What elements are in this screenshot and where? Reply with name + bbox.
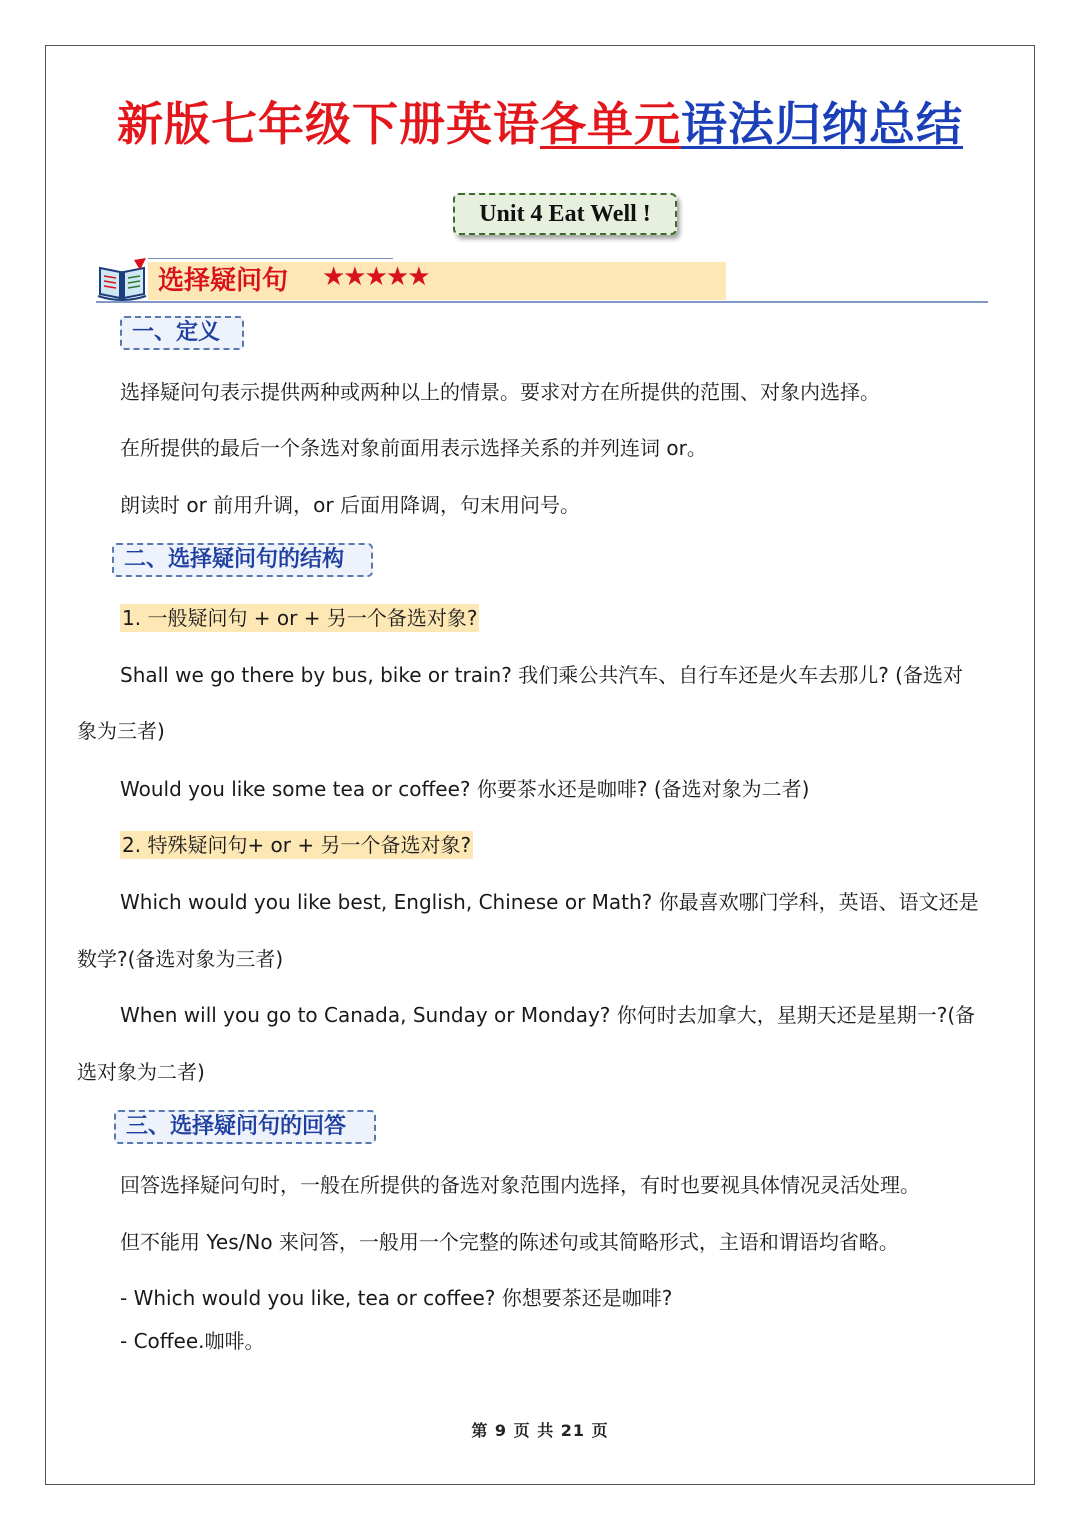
- structure-rule-1-text: 1. 一般疑问句 + or + 另一个备选对象?: [122, 606, 478, 630]
- dialog-line-1: - Which would you like, tea or coffee? 你想要茶还是咖啡?: [120, 1286, 673, 1310]
- answer-line-2: 但不能用 Yes/No 来问答，一般用一个完整的陈述句或其简略形式，主语和谓语均省略。: [120, 1230, 899, 1254]
- section-title: 选择疑问句: [158, 266, 289, 296]
- definition-line-3: 朗读时 or 前用升调，or 后面用降调，句末用问号。: [120, 493, 580, 517]
- subheading-definition: 一、定义: [120, 316, 244, 350]
- definition-line-2: 在所提供的最后一个条选对象前面用表示选择关系的并列连词 or。: [120, 436, 707, 460]
- title-part-2: 各单元: [540, 97, 681, 151]
- example-4-line-2: 选对象为二者): [77, 1060, 205, 1084]
- subheading-structure: 二、选择疑问句的结构: [112, 543, 373, 577]
- title-part-3: 语法归纳总结: [681, 97, 963, 151]
- section-header-underline: [96, 301, 988, 303]
- page-footer: 第 9 页 共 21 页: [471, 1421, 609, 1440]
- rating-stars: ★★★★★: [322, 262, 429, 292]
- definition-line-1: 选择疑问句表示提供两种或两种以上的情景。要求对方在所提供的范围、对象内选择。: [120, 380, 880, 404]
- answer-line-1: 回答选择疑问句时，一般在所提供的备选对象范围内选择，有时也要视具体情况灵活处理。: [120, 1173, 920, 1197]
- dialog-line-2: - Coffee.咖啡。: [120, 1329, 265, 1353]
- example-1-line-2: 象为三者): [77, 719, 165, 743]
- structure-rule-1: [120, 604, 479, 632]
- subheading-answer: 三、选择疑问句的回答: [114, 1110, 376, 1144]
- page-title: [0, 88, 1080, 154]
- structure-rule-2-text: 2. 特殊疑问句+ or + 另一个备选对象?: [122, 833, 472, 857]
- title-part-1: 新版七年级下册英语: [117, 97, 540, 151]
- example-4-line-1: When will you go to Canada, Sunday or Monday? 你何时去加拿大，星期天还是星期一?(备: [120, 1003, 976, 1027]
- section-header-rule: [148, 258, 393, 259]
- structure-rule-2: [120, 831, 473, 859]
- example-3-line-2: 数学?(备选对象为三者): [77, 947, 284, 971]
- unit-label: Unit 4 Eat Well !: [453, 193, 677, 235]
- example-2: Would you like some tea or coffee? 你要茶水还是咖啡? (备选对象为二者): [120, 777, 810, 801]
- example-1-line-1: Shall we go there by bus, bike or train? 我们乘公共汽车、自行车还是火车去那儿? (备选对: [120, 663, 963, 687]
- section-header: [96, 256, 988, 304]
- book-icon: [96, 258, 148, 302]
- example-3-line-1: Which would you like best, English, Chinese or Math? 你最喜欢哪门学科，英语、语文还是: [120, 890, 979, 914]
